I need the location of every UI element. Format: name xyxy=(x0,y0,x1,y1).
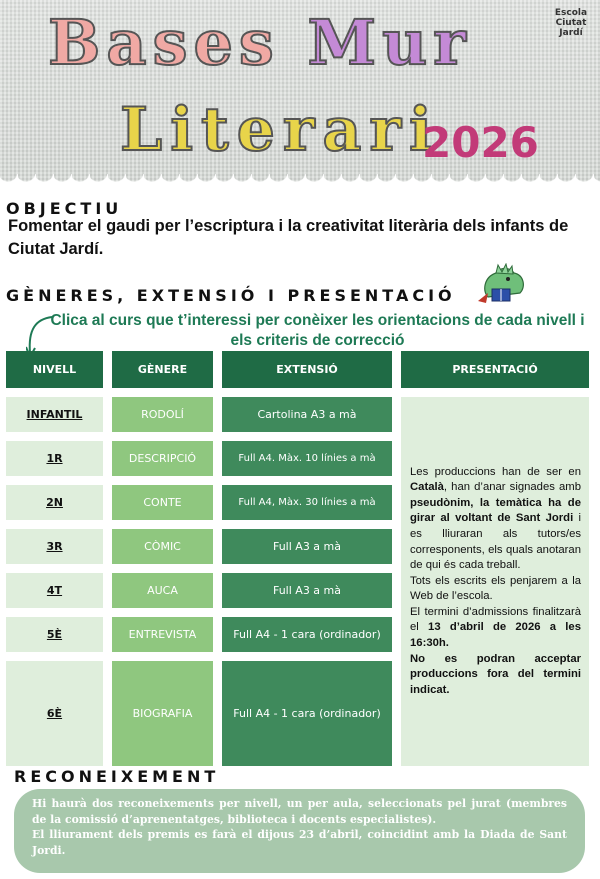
extension-cell: Full A3 a mà xyxy=(222,573,392,608)
extension-cell: Full A4 - 1 cara (ordinador) xyxy=(222,617,392,652)
header-banner xyxy=(0,0,600,186)
genre-cell: BIOGRAFIA xyxy=(112,661,213,766)
reconeixement-paragraph: Hi haurà dos reconeixements per nivell, un per aula, seleccionats pel jurat (membres de la comissió d’aprenentatges, biblioteca i docents especialistes). xyxy=(32,797,567,826)
col-header-extensio: EXTENSIÓ xyxy=(222,351,392,388)
genre-cell: ENTREVISTA xyxy=(112,617,213,652)
col-header-nivell: NIVELL xyxy=(6,351,103,388)
presentacio-paragraph: Tots els escrits els penjarem a la Web de l’escola. xyxy=(410,574,581,603)
presentacio-paragraph xyxy=(410,652,581,699)
reconeixement-paragraph: El lliurament dels premis es farà el dijous 23 d’abril, coincidint amb la Diada de Sant Jordi. xyxy=(32,828,567,857)
genre-cell: DESCRIPCIÓ xyxy=(112,441,213,476)
presentacio-paragraph xyxy=(410,605,581,652)
extension-cell: Full A4 - 1 cara (ordinador) xyxy=(222,661,392,766)
text-run: , han d’anar signades amb xyxy=(443,481,581,494)
text-run-bold: 13 d’abril de 2026 a les 16:30h. xyxy=(410,621,581,650)
title-word-mur: Mur xyxy=(307,6,472,79)
level-link-infantil[interactable]: INFANTIL xyxy=(6,397,103,432)
generes-heading: GÈNERES, EXTENSIÓ I PRESENTACIÓ xyxy=(6,286,456,305)
reconeixement-heading: RECONEIXEMENT xyxy=(14,767,220,786)
text-run: i es lliuraran als tutors/es corresponents, els quals anotaran de qui és cada treball. xyxy=(410,512,582,572)
level-link-4t[interactable]: 4T xyxy=(6,573,103,608)
level-link-2n[interactable]: 2N xyxy=(6,485,103,520)
school-logo-line: Jardí xyxy=(559,28,583,38)
col-header-presentacio: PRESENTACIÓ xyxy=(401,351,589,388)
level-link-3r[interactable]: 3R xyxy=(6,529,103,564)
objectiu-heading: OBJECTIU xyxy=(6,199,123,218)
genre-cell: RODOLÍ xyxy=(112,397,213,432)
level-link-1r[interactable]: 1R xyxy=(6,441,103,476)
objectiu-text: Fomentar el gaudi per l’escriptura i la creativitat literària dels infants de Ciutat Jardí. xyxy=(8,217,569,258)
title-year: 2026 xyxy=(422,118,539,167)
text-run: Les produccions han de ser en xyxy=(410,465,581,478)
genre-cell: AUCA xyxy=(112,573,213,608)
genre-cell: CONTE xyxy=(112,485,213,520)
text-run-bold: Català xyxy=(410,481,444,494)
extension-cell: Full A4, Màx. 30 línies a mà xyxy=(222,485,392,520)
level-link-5e[interactable]: 5È xyxy=(6,617,103,652)
click-hint: Clica al curs que t’interessi per conèixer les orientacions de cada nivell i els criteris de correcció xyxy=(50,312,585,349)
text-run: El termini d’admissions finalitzarà el xyxy=(410,605,581,634)
genre-cell: CÒMIC xyxy=(112,529,213,564)
dragon-reading-icon xyxy=(474,263,530,307)
school-logo-line: Escola xyxy=(554,8,588,18)
extension-cell: Full A4. Màx. 10 línies a mà xyxy=(222,441,392,476)
extension-cell: Full A3 a mà xyxy=(222,529,392,564)
text-run-bold: No es podran acceptar produccions fora del termini indicat. xyxy=(410,652,581,696)
title-word-literari: Literari xyxy=(120,95,440,165)
school-logo-line: Ciutat xyxy=(555,18,587,28)
reconeixement-box xyxy=(14,789,585,873)
level-link-6e[interactable]: 6È xyxy=(6,661,103,766)
text-run-bold: pseudònim, la temàtica ha de girar al voltant de Sant Jordi xyxy=(410,496,581,525)
extension-cell: Cartolina A3 a mà xyxy=(222,397,392,432)
presentacio-paragraph xyxy=(410,465,581,574)
presentacio-text xyxy=(401,465,589,699)
title-line-1 xyxy=(48,6,472,79)
col-header-genere: GÈNERE xyxy=(112,351,213,388)
school-logo xyxy=(554,8,588,38)
title-word-bases: Bases xyxy=(48,6,280,79)
presentacio-cell xyxy=(401,397,589,766)
